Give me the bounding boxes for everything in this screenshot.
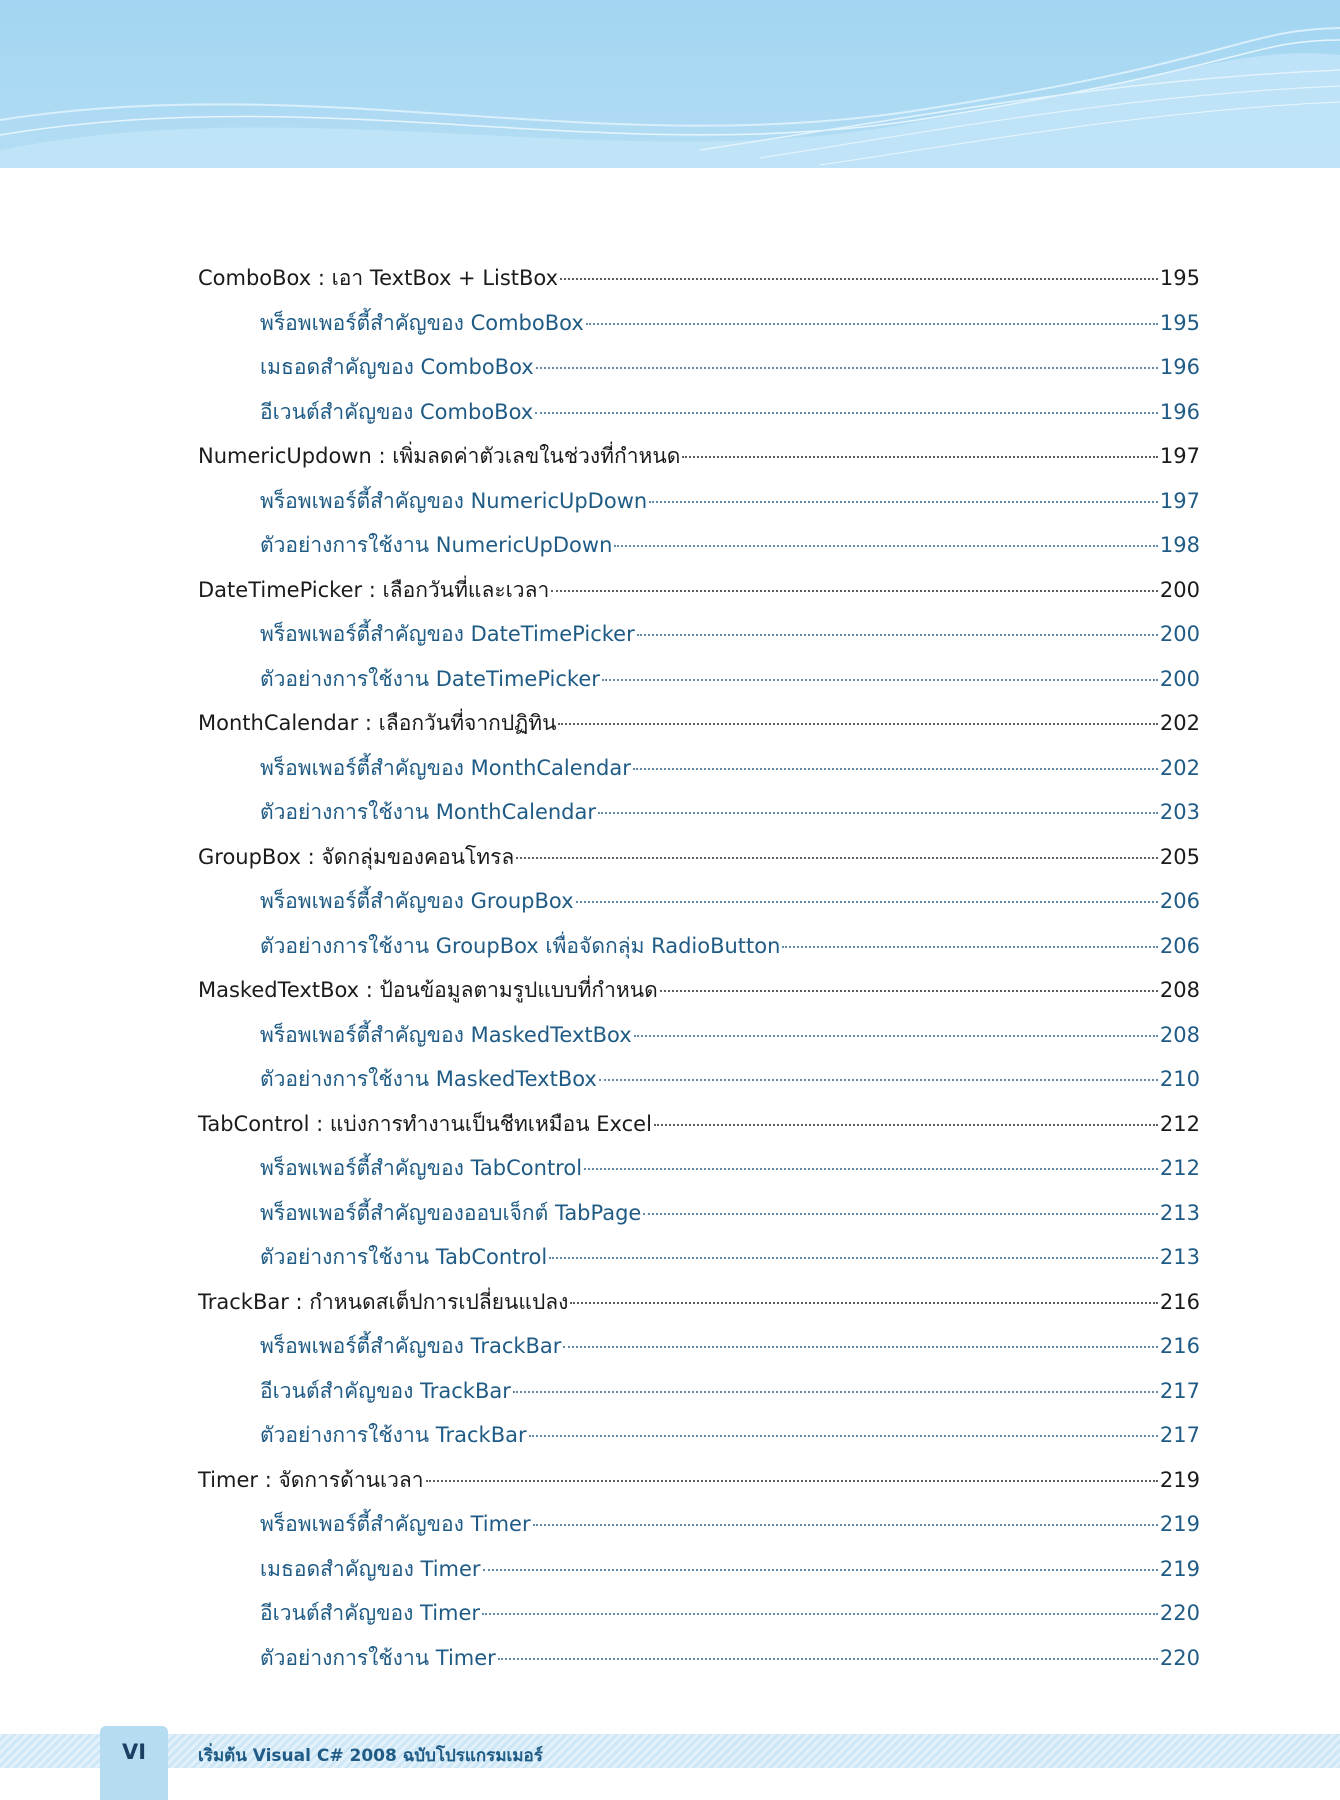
toc-subentry[interactable] [198, 1508, 1200, 1553]
toc-subentry[interactable] [198, 1642, 1200, 1687]
toc-page-number: 217 [1159, 1423, 1200, 1447]
toc-page-number: 212 [1159, 1111, 1200, 1136]
dot-leader [649, 501, 1158, 503]
table-of-contents [198, 262, 1200, 1686]
toc-subentry[interactable] [198, 307, 1200, 352]
toc-subentry[interactable] [198, 796, 1200, 841]
dot-leader [560, 278, 1158, 280]
toc-subentry[interactable] [198, 885, 1200, 930]
dot-leader [643, 1213, 1158, 1215]
toc-entry-title: Timer : จัดการด้านเวลา [198, 1467, 424, 1492]
dot-leader [602, 679, 1158, 681]
toc-entry-title: เมธอดสำคัญของ Timer [260, 1556, 481, 1581]
dot-leader [535, 412, 1158, 414]
toc-subentry[interactable] [198, 1553, 1200, 1598]
toc-entry-title: ComboBox : เอา TextBox + ListBox [198, 266, 559, 290]
toc-entry-title: ตัวอย่างการใช้งาน TrackBar [260, 1423, 527, 1447]
toc-page-number: 197 [1159, 488, 1200, 513]
toc-page-number: 196 [1159, 399, 1200, 424]
toc-entry[interactable] [198, 1108, 1200, 1153]
toc-page-number: 202 [1159, 711, 1200, 735]
toc-entry-title: อีเวนต์สำคัญของ TrackBar [260, 1378, 511, 1403]
toc-entry-title: พร็อพเพอร์ตี้สำคัญของ DateTimePicker [260, 622, 635, 646]
toc-entry[interactable] [198, 1286, 1200, 1331]
toc-entry-title: อีเวนต์สำคัญของ Timer [260, 1601, 481, 1625]
toc-entry-title: ตัวอย่างการใช้งาน GroupBox เพื่อจัดกลุ่ม RadioButton [260, 933, 781, 958]
toc-page-number: 200 [1159, 666, 1200, 691]
toc-entry[interactable] [198, 1464, 1200, 1509]
toc-subentry[interactable] [198, 1597, 1200, 1642]
dot-leader [654, 1124, 1158, 1126]
dot-leader [529, 1435, 1158, 1437]
toc-page-number: 195 [1159, 310, 1200, 335]
dot-leader [599, 1079, 1158, 1081]
dot-leader [482, 1613, 1158, 1615]
toc-entry[interactable] [198, 262, 1200, 307]
toc-page-number: 213 [1159, 1200, 1200, 1225]
toc-page-number: 220 [1159, 1645, 1200, 1670]
toc-subentry[interactable] [198, 396, 1200, 441]
toc-page-number: 216 [1159, 1334, 1200, 1358]
wave-decoration [0, 0, 1340, 168]
toc-subentry[interactable] [198, 1152, 1200, 1197]
toc-entry[interactable] [198, 707, 1200, 752]
toc-entry-title: พร็อพเพอร์ตี้สำคัญของออบเจ็กต์ TabPage [260, 1200, 642, 1225]
dot-leader [782, 946, 1157, 948]
dot-leader [426, 1480, 1158, 1482]
toc-entry-title: ตัวอย่างการใช้งาน TabControl [260, 1245, 548, 1269]
toc-page-number: 213 [1159, 1245, 1200, 1269]
toc-entry-title: ตัวอย่างการใช้งาน MaskedTextBox [260, 1067, 597, 1091]
toc-page-number: 210 [1159, 1067, 1200, 1091]
dot-leader [584, 1168, 1158, 1170]
toc-page-number: 206 [1159, 933, 1200, 958]
toc-page-number: 206 [1159, 889, 1200, 913]
toc-subentry[interactable] [198, 485, 1200, 530]
dot-leader [682, 456, 1158, 458]
dot-leader [598, 812, 1158, 814]
dot-leader [536, 367, 1158, 369]
toc-page-number: 200 [1159, 577, 1200, 602]
toc-subentry[interactable] [198, 1063, 1200, 1108]
toc-entry-title: DateTimePicker : เลือกวันที่และเวลา [198, 577, 550, 602]
toc-page-number: 208 [1159, 978, 1200, 1002]
toc-entry-title: MonthCalendar : เลือกวันที่จากปฏิทิน [198, 711, 557, 735]
toc-entry-title: ตัวอย่างการใช้งาน Timer [260, 1645, 496, 1670]
toc-entry[interactable] [198, 440, 1200, 485]
toc-subentry[interactable] [198, 529, 1200, 574]
toc-subentry[interactable] [198, 618, 1200, 663]
dot-leader [516, 857, 1158, 859]
toc-subentry[interactable] [198, 1197, 1200, 1242]
toc-page-number: 198 [1159, 533, 1200, 557]
toc-page-number: 200 [1159, 622, 1200, 646]
toc-subentry[interactable] [198, 930, 1200, 975]
toc-entry-title: พร็อพเพอร์ตี้สำคัญของ TrackBar [260, 1334, 562, 1358]
toc-page-number: 219 [1159, 1512, 1200, 1536]
toc-entry-title: TrackBar : กำหนดสเต็ปการเปลี่ยนแปลง [198, 1289, 569, 1314]
toc-entry-title: MaskedTextBox : ป้อนข้อมูลตามรูปแบบที่กำหนด [198, 978, 658, 1002]
toc-subentry[interactable] [198, 1375, 1200, 1420]
toc-page-number: 212 [1159, 1156, 1200, 1180]
toc-entry[interactable] [198, 574, 1200, 619]
dot-leader [570, 1302, 1158, 1304]
toc-subentry[interactable] [198, 1419, 1200, 1464]
dot-leader [483, 1569, 1158, 1571]
dot-leader [533, 1524, 1158, 1526]
dot-leader [576, 901, 1158, 903]
toc-entry-title: พร็อพเพอร์ตี้สำคัญของ ComboBox [260, 310, 584, 335]
dot-leader [563, 1346, 1157, 1348]
toc-page-number: 195 [1159, 266, 1200, 290]
toc-page-number: 220 [1159, 1601, 1200, 1625]
toc-entry[interactable] [198, 841, 1200, 886]
toc-entry-title: พร็อพเพอร์ตี้สำคัญของ MonthCalendar [260, 755, 631, 780]
toc-subentry[interactable] [198, 1330, 1200, 1375]
toc-page-number: 205 [1159, 844, 1200, 869]
toc-entry-title: NumericUpdown : เพิ่มลดค่าตัวเลขในช่วงที่กำหนด [198, 444, 681, 468]
dot-leader [660, 990, 1158, 992]
dot-leader [637, 634, 1158, 636]
dot-leader [558, 723, 1157, 725]
footer-page-number: VI [121, 1740, 147, 1764]
dot-leader [614, 545, 1158, 547]
dot-leader [549, 1257, 1158, 1259]
toc-page-number: 217 [1159, 1378, 1200, 1403]
toc-subentry[interactable] [198, 351, 1200, 396]
toc-page-number: 208 [1159, 1022, 1200, 1047]
header-banner [0, 0, 1340, 168]
toc-subentry[interactable] [198, 663, 1200, 708]
toc-entry-title: พร็อพเพอร์ตี้สำคัญของ Timer [260, 1512, 531, 1536]
toc-entry-title: เมธอดสำคัญของ ComboBox [260, 355, 534, 379]
toc-entry-title: อีเวนต์สำคัญของ ComboBox [260, 399, 534, 424]
toc-subentry[interactable] [198, 1241, 1200, 1286]
dot-leader [586, 323, 1158, 325]
dot-leader [634, 1035, 1158, 1037]
toc-page-number: 196 [1159, 355, 1200, 379]
toc-entry-title: GroupBox : จัดกลุ่มของคอนโทรล [198, 844, 515, 869]
footer-book-title: เริ่มต้น Visual C# 2008 ฉบับโปรแกรมเมอร์ [198, 1746, 543, 1766]
toc-entry-title: ตัวอย่างการใช้งาน MonthCalendar [260, 800, 597, 824]
dot-leader [633, 768, 1158, 770]
toc-subentry[interactable] [198, 1019, 1200, 1064]
toc-page-number: 197 [1159, 444, 1200, 468]
toc-page-number: 202 [1159, 755, 1200, 780]
toc-page-number: 216 [1159, 1289, 1200, 1314]
toc-page-number: 219 [1159, 1556, 1200, 1581]
toc-entry[interactable] [198, 974, 1200, 1019]
toc-entry-title: ตัวอย่างการใช้งาน NumericUpDown [260, 533, 613, 557]
dot-leader [551, 590, 1158, 592]
toc-entry-title: พร็อพเพอร์ตี้สำคัญของ NumericUpDown [260, 488, 648, 513]
toc-entry-title: พร็อพเพอร์ตี้สำคัญของ GroupBox [260, 889, 574, 913]
toc-entry-title: TabControl : แบ่งการทำงานเป็นชีทเหมือน Excel [198, 1111, 652, 1136]
dot-leader [498, 1658, 1158, 1660]
toc-entry-title: ตัวอย่างการใช้งาน DateTimePicker [260, 666, 600, 691]
toc-subentry[interactable] [198, 752, 1200, 797]
toc-entry-title: พร็อพเพอร์ตี้สำคัญของ MaskedTextBox [260, 1022, 632, 1047]
toc-entry-title: พร็อพเพอร์ตี้สำคัญของ TabControl [260, 1156, 583, 1180]
dot-leader [513, 1391, 1158, 1393]
toc-page-number: 219 [1159, 1467, 1200, 1492]
toc-page-number: 203 [1159, 800, 1200, 824]
